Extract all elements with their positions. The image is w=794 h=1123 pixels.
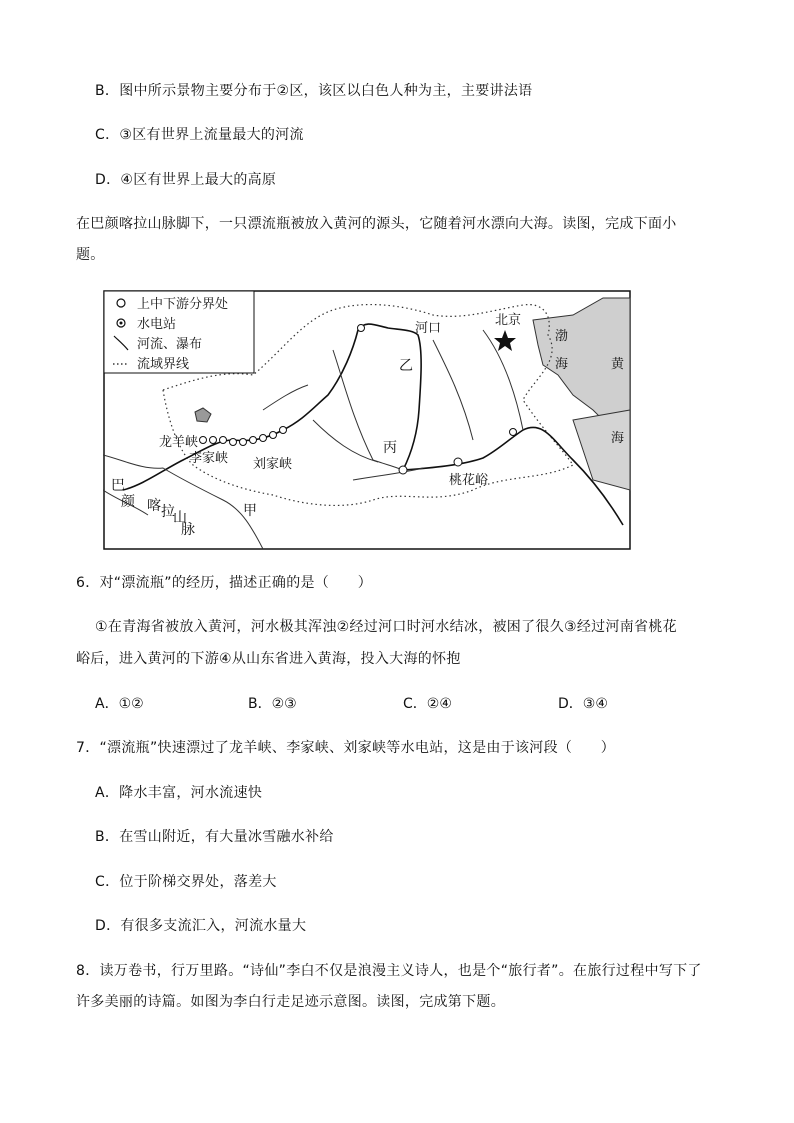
label-mountain-la: 拉	[161, 504, 175, 520]
intro-line-1: 在巴颜喀拉山脉脚下，一只漂流瓶被放入黄河的源头，它随着河水漂向大海。读图，完成下面小	[76, 216, 677, 232]
label-mountain-shan: 山	[173, 510, 187, 526]
label-yi: 乙	[399, 358, 413, 374]
label-hekou: 河口	[415, 321, 442, 336]
label-jia: 甲	[243, 503, 257, 519]
legend-label-river: 河流、瀑布	[137, 337, 203, 352]
intro-line-2: 题。	[76, 247, 105, 263]
q6-option-b: B．②③	[248, 696, 297, 712]
label-liujiaxia: 刘家峡	[253, 457, 293, 472]
q7-option-b: B．在雪山附近，有大量冰雪融水补给	[95, 829, 334, 845]
label-bing: 丙	[383, 440, 397, 456]
legend-label-watershed: 流域界线	[137, 357, 190, 372]
q6-statement-line-1: ①在青海省被放入黄河，河水极其浑浊②经过河口时河水结冰，被困了很久③经过河南省桃花	[95, 619, 677, 635]
q6-stem: 6．对“漂流瓶”的经历，描述正确的是（ ）	[76, 575, 373, 591]
label-mountain-ba: 巴	[111, 478, 125, 494]
q5-option-c: C．③区有世界上流量最大的河流	[95, 127, 304, 143]
label-beijing: 北京	[495, 313, 522, 328]
label-lijiaxia: 李家峡	[189, 451, 229, 466]
legend-hydro-icon	[117, 319, 125, 327]
q5-option-b: B．图中所示景物主要分布于②区，该区以白色人种为主，主要讲法语	[95, 83, 533, 99]
q6-statement-line-2: 峪后，进入黄河的下游④从山东省进入黄海，投入大海的怀抱	[76, 651, 461, 667]
legend-label-hydro: 水电站	[137, 317, 177, 332]
label-longyangxia: 龙羊峡	[159, 435, 199, 450]
q8-line-1: 8．读万卷书，行万里路。“诗仙”李白不仅是浪漫主义诗人，也是个“旅行者”。在旅行过程中写下了	[76, 963, 702, 979]
legend-boundary-icon	[117, 299, 125, 307]
legend-label-boundary: 上中下游分界处	[137, 297, 229, 312]
label-taohuayu: 桃花峪	[449, 473, 489, 488]
label-bohai-1: 渤	[555, 329, 569, 344]
q6-option-a: A．①②	[95, 696, 144, 712]
yellow-river-map	[103, 290, 631, 550]
label-mountain-ka: 喀	[147, 498, 161, 514]
label-mountain-yan: 颜	[121, 494, 135, 510]
q8-line-2: 许多美丽的诗篇。如图为李白行走足迹示意图。读图，完成第下题。	[76, 994, 505, 1010]
label-huanghai-1: 黄	[611, 357, 625, 372]
q6-option-d: D．③④	[558, 696, 608, 712]
label-mountain-mai: 脉	[181, 522, 195, 538]
q6-option-c: C．②④	[403, 696, 452, 712]
q7-option-c: C．位于阶梯交界处，落差大	[95, 874, 277, 890]
q7-option-d: D．有很多支流汇入，河流水量大	[95, 918, 307, 934]
label-huanghai-2: 海	[611, 431, 625, 446]
q5-option-d: D．④区有世界上最大的高原	[95, 172, 277, 188]
label-bohai-2: 海	[555, 357, 569, 372]
q7-stem: 7．“漂流瓶”快速漂过了龙羊峡、李家峡、刘家峡等水电站，这是由于该河段（ ）	[76, 740, 616, 756]
q7-option-a: A．降水丰富，河水流速快	[95, 785, 263, 801]
